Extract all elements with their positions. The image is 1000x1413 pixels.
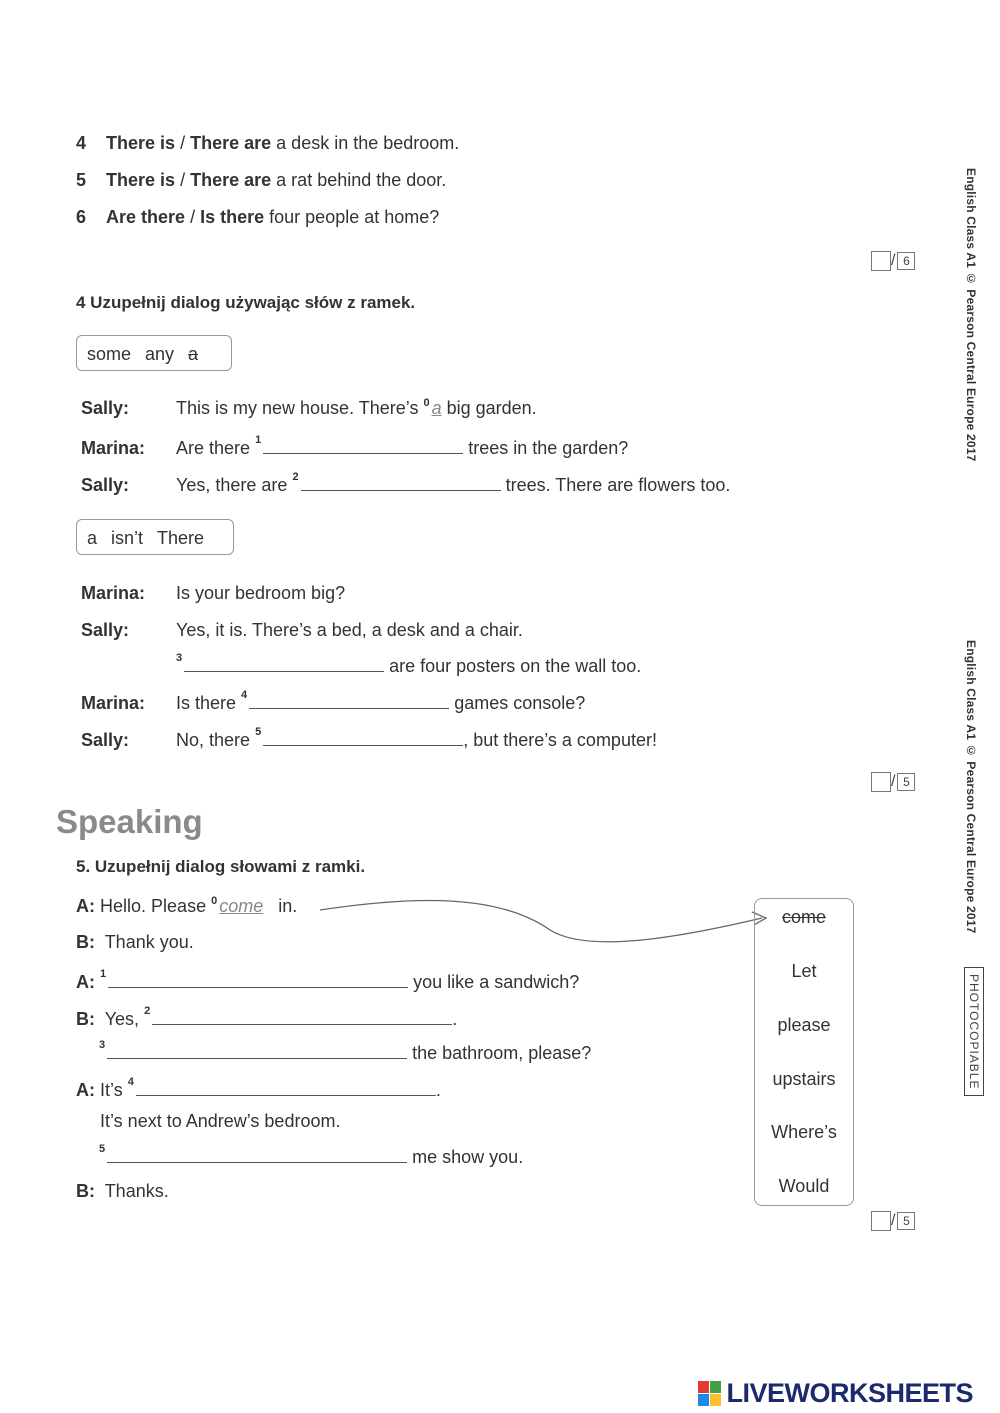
dialog-line-6: Marina: Is there $^4$ games console? bbox=[81, 689, 586, 713]
score-ex4: / 5 bbox=[871, 772, 915, 792]
ex4-title: 4 Uzupełnij dialog używając słów z ramek. bbox=[76, 293, 416, 312]
word-option[interactable]: Let bbox=[791, 961, 817, 981]
answer-blank-3[interactable] bbox=[184, 653, 384, 672]
word-option[interactable]: upstairs bbox=[772, 1069, 836, 1089]
section-heading: Speaking bbox=[56, 803, 203, 840]
speak-blank-5[interactable] bbox=[107, 1144, 407, 1163]
ex5-title: 5. Uzupełnij dialog słowami z ramki. bbox=[76, 857, 366, 876]
copyright-notice: English Class A1 © Pearson Central Europe 2017 bbox=[964, 168, 978, 462]
dialog-line-1: Marina: Are there $^1$ trees in the garden? bbox=[81, 434, 629, 458]
score-input[interactable] bbox=[871, 772, 891, 792]
item-6: 6 Are there / Is there four people at home? bbox=[76, 207, 440, 227]
answer-blank-1[interactable] bbox=[263, 435, 463, 454]
speak-line-1: B: Thank you. bbox=[76, 932, 194, 952]
speak-line-4: $^3$ the bathroom, please? bbox=[99, 1039, 592, 1063]
word-option[interactable]: Where’s bbox=[771, 1122, 837, 1142]
score-input[interactable] bbox=[871, 1211, 891, 1231]
item-5: 5 There is / There are a rat behind the door. bbox=[76, 170, 447, 190]
word-option[interactable]: Would bbox=[778, 1176, 830, 1196]
word-box-2: a isn’t There bbox=[76, 519, 234, 555]
speak-line-8: B: Thanks. bbox=[76, 1181, 169, 1201]
score-ex5: / 5 bbox=[871, 1211, 915, 1231]
speak-line-5: A: It’s $^4$ . bbox=[76, 1076, 441, 1100]
item-4: 4 There is / There are a desk in the bedroom. bbox=[76, 133, 460, 153]
word-box-1: some any a bbox=[76, 335, 232, 371]
dialog-line-3: Marina: Is your bedroom big? bbox=[81, 583, 346, 603]
speak-line-6: It’s next to Andrew’s bedroom. bbox=[100, 1111, 341, 1131]
speak-blank-4[interactable] bbox=[136, 1077, 436, 1096]
speak-line-3: B: Yes, $^2$ . bbox=[76, 1005, 458, 1029]
arrow-connector bbox=[300, 890, 780, 960]
score-ex3: / 6 bbox=[871, 251, 915, 271]
answer-blank-4[interactable] bbox=[249, 690, 449, 709]
liveworksheets-logo[interactable]: LIVEWORKSHEETS bbox=[698, 1378, 973, 1409]
speak-blank-3[interactable] bbox=[107, 1040, 407, 1059]
speak-line-2: A: $^1$ you like a sandwich? bbox=[76, 968, 580, 992]
dialog-line-7: Sally: No, there $^5$ , but there’s a computer! bbox=[81, 726, 657, 750]
speak-blank-1[interactable] bbox=[108, 969, 408, 988]
answer-blank-2[interactable] bbox=[301, 472, 501, 491]
speak-line-7: $^5$ me show you. bbox=[99, 1143, 524, 1167]
dialog-line-2: Sally: Yes, there are $^2$ trees. There are flowers too. bbox=[81, 471, 731, 495]
dialog-line-0: Sally: This is my new house. There’s $^0$ a big garden. bbox=[81, 397, 537, 418]
word-option: come bbox=[781, 907, 826, 927]
score-input[interactable] bbox=[871, 251, 891, 271]
logo-icon bbox=[698, 1381, 722, 1407]
answer-blank-5[interactable] bbox=[263, 727, 463, 746]
speak-blank-2[interactable] bbox=[152, 1006, 452, 1025]
photocopiable-label: PHOTOCOPIABLE bbox=[964, 967, 984, 1096]
dialog-line-5: $^3$ are four posters on the wall too. bbox=[176, 652, 642, 676]
copyright-notice: English Class A1 © Pearson Central Europe 2017 bbox=[964, 640, 978, 934]
word-column-box bbox=[754, 898, 854, 1206]
speak-line-0: A: Hello. Please $^0$ come in. bbox=[76, 895, 298, 916]
word-option[interactable]: please bbox=[777, 1015, 831, 1035]
dialog-line-4: Sally: Yes, it is. There’s a bed, a desk and a chair. bbox=[81, 620, 523, 640]
